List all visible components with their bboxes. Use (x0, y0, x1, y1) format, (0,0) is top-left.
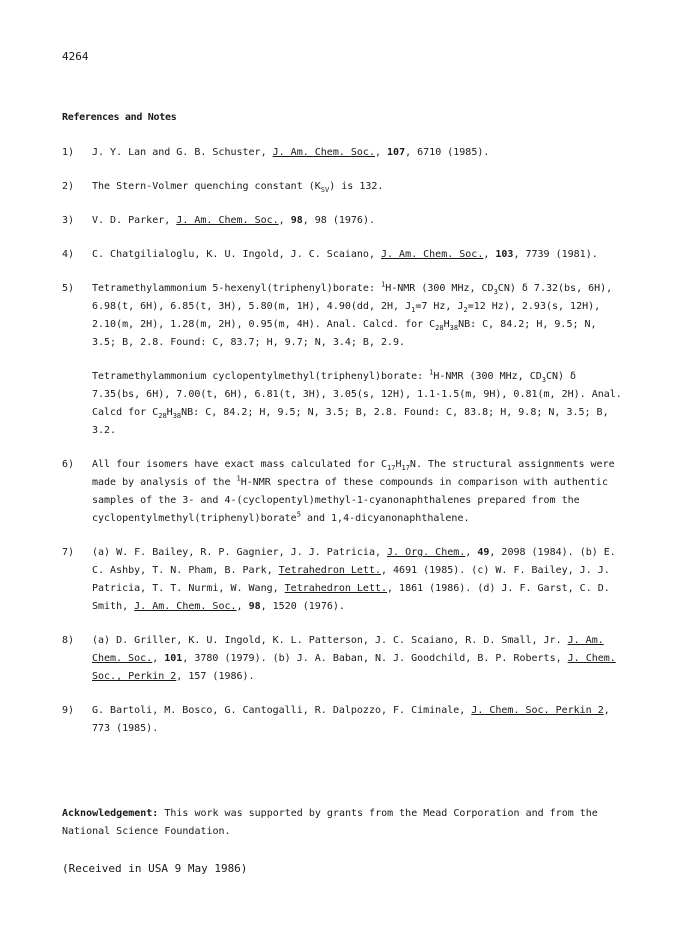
reference-item (62, 212, 622, 230)
superscript: 1 (429, 368, 434, 377)
subscript: 38 (172, 412, 182, 420)
text-segment: G. Bartoli, M. Bosco, G. Cantogalli, R. Dalpozzo, F. Ciminale, (92, 705, 472, 716)
reference-text (92, 456, 622, 528)
reference-number: 5) (62, 283, 75, 294)
reference-item (62, 178, 622, 196)
subscript: 28 (435, 324, 444, 332)
reference-number: 9) (62, 705, 75, 716)
text-segment: (a) W. F. Bailey, R. P. Gagnier, J. J. Patricia, (92, 547, 388, 558)
text-segment: V. D. Parker, (92, 215, 177, 226)
text-segment: , 98 (1976). (302, 215, 375, 226)
nmr-paragraph-cyclopentylmethyl (92, 368, 622, 440)
section-heading: References and Notes (62, 112, 177, 123)
journal-name: Tetrahedron Lett. (278, 565, 381, 576)
journal-name: J. Am. Chem. Soc. (272, 147, 375, 158)
reference-number: 1) (62, 147, 75, 158)
superscript: 5 (296, 510, 301, 519)
reference-number: 8) (62, 635, 75, 646)
subscript: 3 (493, 288, 498, 296)
text-segment: H (395, 459, 402, 470)
acknowledgement (62, 805, 622, 841)
text-segment: , 6710 (1985). (405, 147, 490, 158)
text-segment: N. The structural assignments were made by analysis of the (92, 459, 615, 488)
volume-number: 107 (387, 147, 406, 158)
subscript: 17 (387, 464, 396, 472)
volume-number: 101 (164, 653, 183, 664)
superscript: 1 (236, 474, 241, 483)
journal-name: J. Am. Chem. Soc. (92, 635, 604, 664)
text-segment: , 3780 (1979). (b) J. A. Baban, N. J. Goodchild, B. P. Roberts, (182, 653, 568, 664)
reference-number: 4) (62, 249, 75, 260)
reference-text (92, 246, 622, 264)
nmr-paragraph-hexenyl (92, 280, 622, 352)
text-segment: Tetramethylammonium 5-hexenyl(triphenyl)borate: (92, 283, 381, 294)
text-segment: , (465, 547, 478, 558)
reference-item (62, 632, 622, 686)
subscript: 38 (449, 324, 459, 332)
text-segment: , (483, 249, 496, 260)
volume-number: 98 (290, 215, 303, 226)
reference-item (62, 246, 622, 264)
text-segment: , (152, 653, 165, 664)
reference-number: 7) (62, 547, 75, 558)
text-segment: Tetramethylammonium cyclopentylmethyl(triphenyl)borate: (92, 371, 430, 382)
reference-text (92, 212, 622, 230)
volume-number: 98 (248, 601, 261, 612)
reference-text (92, 178, 622, 196)
superscript: 1 (380, 280, 386, 289)
reference-number: 6) (62, 459, 75, 470)
journal-name: J. Am. Chem. Soc. (176, 215, 279, 226)
journal-name: J. Org. Chem. (387, 547, 466, 558)
text-segment: , 7739 (1981). (513, 249, 598, 260)
text-segment: H-NMR spectra of these compounds in comparison with authentic samples of the 3- and 4-(cyclopentyl)methyl-1-cyanonaphthalenes prepared from the cyclopentylmethyl(triphenyl)borate (92, 477, 608, 524)
text-segment: , 1520 (1976). (260, 601, 345, 612)
reference-text (92, 280, 622, 440)
text-segment: C. Chatgilialoglu, K. U. Ingold, J. C. Scaiano, (92, 249, 381, 260)
reference-list (62, 144, 622, 754)
reference-item (62, 702, 622, 738)
text-segment: (a) D. Griller, K. U. Ingold, K. L. Patterson, J. C. Scaiano, R. D. Small, Jr. (92, 635, 568, 646)
text-segment: All four isomers have exact mass calculated for C (92, 459, 388, 470)
text-segment: , 1861 (1986). (d) J. F. Garst, C. D. Smith, (92, 583, 610, 612)
text-segment: CN) δ 7.35(bs, 6H), 7.00(t, 6H), 6.81(t, 3H), 3.05(s, 12H), 1.1-1.5(m, 9H), 0.81(m, 2H). Anal. Calcd for C (92, 371, 622, 418)
reference-number: 3) (62, 215, 75, 226)
subscript: 28 (158, 412, 167, 420)
text-segment: NB: C, 84.2; H, 9.5; N, 3.5; B, 2.8. Found: C, 83.8; H, 9.8; N, 3.5; B, 3.2. (92, 407, 609, 436)
subscript: 1 (411, 306, 416, 314)
journal-name: Tetrahedron Lett. (284, 583, 388, 594)
text-segment: H (443, 319, 450, 330)
reference-item (62, 456, 622, 528)
reference-item (62, 280, 622, 440)
reference-text (92, 632, 622, 686)
text-segment: , 157 (1986). (176, 671, 255, 682)
reference-item (62, 544, 622, 616)
subscript: 17 (401, 464, 410, 472)
subscript: SV (320, 186, 330, 194)
acknowledgement-label: Acknowledgement: (62, 808, 159, 819)
journal-name: J. Chem. Soc. Perkin 2 (471, 705, 604, 716)
text-segment: , (374, 147, 388, 158)
page-number: 4264 (62, 50, 89, 63)
received-date: (Received in USA 9 May 1986) (62, 862, 248, 875)
reference-text (92, 144, 622, 162)
text-segment: ) is 132. (329, 181, 384, 192)
text-segment: J. Y. Lan and G. B. Schuster, (92, 147, 273, 158)
text-segment: =7 Hz, J (415, 301, 464, 312)
journal-name: J. Chem. Soc., Perkin 2 (92, 653, 616, 682)
text-segment: =12 Hz), 2.93(s, 12H), 2.10(m, 2H), 1.28(m, 2H), 0.95(m, 4H). Anal. Calcd. for C (92, 301, 601, 330)
text-segment: and 1,4-dicyanonaphthalene. (300, 513, 470, 524)
subscript: 2 (463, 306, 468, 314)
text-segment: , (278, 215, 291, 226)
text-segment: H-NMR (300 MHz, CD (433, 371, 542, 382)
text-segment: , 4691 (1985). (c) W. F. Bailey, J. J. Patricia, T. T. Nurmi, W. Wang, (92, 565, 610, 594)
text-segment: H (166, 407, 173, 418)
reference-text (92, 544, 622, 616)
reference-text (92, 702, 622, 738)
reference-item (62, 144, 622, 162)
journal-name: J. Am. Chem. Soc. (134, 601, 237, 612)
acknowledgement-text: This work was supported by grants from the Mead Corporation and from the National Science Foundation. (62, 808, 598, 837)
text-segment: NB: C, 84.2; H, 9.5; N, 3.5; B, 2.8. Found: C, 83.7; H, 9.7; N, 3.4; B, 2.9. (92, 319, 597, 348)
text-segment: , 773 (1985). (92, 705, 610, 734)
text-segment: CN) δ 7.32(bs, 6H), 6.98(t, 6H), 6.85(t, 3H), 5.80(m, 1H), 4.90(dd, 2H, J (92, 283, 613, 312)
text-segment: , (236, 601, 249, 612)
text-segment: H-NMR (300 MHz, CD (385, 283, 494, 294)
subscript: 3 (541, 376, 546, 384)
text-segment: The Stern-Volmer quenching constant (K (92, 181, 321, 192)
volume-number: 103 (495, 249, 514, 260)
volume-number: 49 (477, 547, 490, 558)
journal-name: J. Am. Chem. Soc. (380, 249, 484, 260)
reference-number: 2) (62, 181, 75, 192)
text-segment: , 2098 (1984). (b) E. C. Ashby, T. N. Pham, B. Park, (92, 547, 616, 576)
